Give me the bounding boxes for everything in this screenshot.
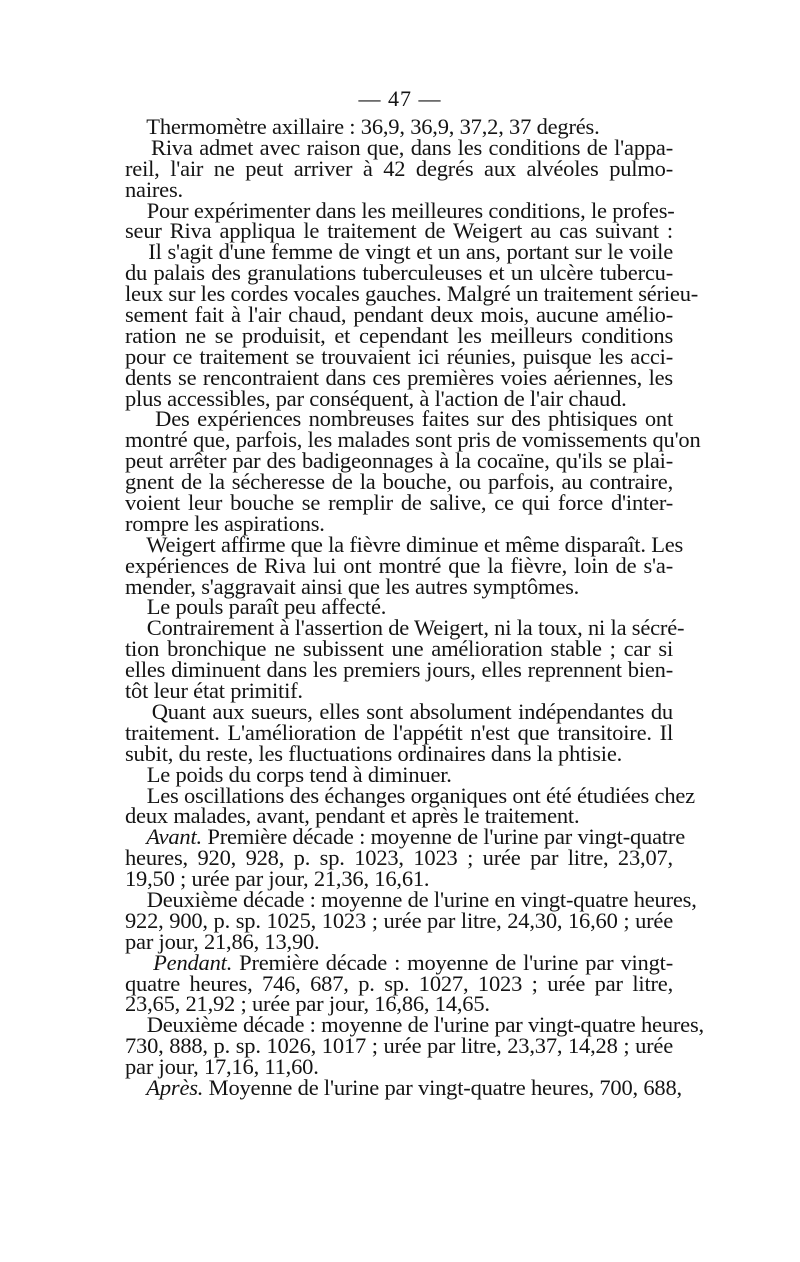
line-text: tion bronchique ne subissent une amélioration stable ; car si bbox=[125, 636, 673, 662]
line-text: quatre heures, 746, 687, p. sp. 1027, 1023 ; urée par litre, bbox=[125, 970, 673, 996]
line-text: traitement. L'amélioration de l'appétit n'est que transitoire. Il bbox=[125, 719, 673, 745]
line-text: rompre les aspirations. bbox=[125, 510, 325, 536]
line-text: dents se rencontraient dans ces premières voies aériennes, les bbox=[125, 364, 673, 390]
section-lead: Après. bbox=[125, 1074, 204, 1100]
line-text: du palais des granulations tuberculeuses et un ulcère tubercu- bbox=[125, 260, 673, 286]
page-number: — 47 — bbox=[358, 86, 442, 111]
line-text: expériences de Riva lui ont montré que la fièvre, loin de s'a- bbox=[125, 552, 673, 578]
line-text: Deuxième décade : moyenne de l'urine par vingt-quatre heures, bbox=[125, 1012, 704, 1038]
line-text: Quant aux sueurs, elles sont absolument indépendantes du bbox=[125, 698, 673, 724]
text-line bbox=[125, 155, 673, 181]
line-text: heures, 920, 928, p. sp. 1023, 1023 ; urée par litre, 23,07, bbox=[125, 845, 673, 871]
line-text: tôt leur état primitif. bbox=[125, 678, 303, 704]
line-text: 730, 888, p. sp. 1026, 1017 ; urée par litre, 23,37, 14,28 ; urée bbox=[125, 1033, 673, 1059]
line-text: par jour, 21,86, 13,90. bbox=[125, 928, 320, 954]
section-lead: Avant. bbox=[125, 824, 202, 850]
line-text: deux malades, avant, pendant et après le traitement. bbox=[125, 803, 580, 829]
line-text: pour ce traitement se trouvaient ici réunies, puisque les acci- bbox=[125, 343, 673, 369]
line-text: Le poids du corps tend à diminuer. bbox=[125, 761, 452, 787]
section-lead: Pendant. bbox=[125, 949, 233, 975]
line-text: reil, l'air ne peut arriver à 42 degrés aux alvéoles pulmo- bbox=[125, 155, 673, 181]
line-text: seur Riva appliqua le traitement de Weigert au cas suivant : bbox=[125, 218, 673, 244]
line-text: montré que, parfois, les malades sont pris de vomissements qu'on bbox=[125, 427, 701, 453]
line-text: Première décade : moyenne de l'urine par vingt-quatre bbox=[201, 824, 686, 850]
text-line bbox=[125, 1074, 682, 1100]
line-text: Des expériences nombreuses faites sur des phtisiques ont bbox=[125, 406, 673, 432]
line-text: leux sur les cordes vocales gauches. Malgré un traitement sérieu- bbox=[125, 281, 699, 307]
line-text: ration ne se produisit, et cependant les meilleurs conditions bbox=[125, 322, 673, 348]
line-text: peut arrêter par des badigeonnages à la cocaïne, qu'ils se plai- bbox=[125, 448, 673, 474]
line-text: voient leur bouche se remplir de salive, ce qui force d'inter- bbox=[125, 490, 673, 516]
line-text: naires. bbox=[125, 176, 183, 202]
line-text: Les oscillations des échanges organiques ont été étudiées chez bbox=[125, 782, 695, 808]
line-text: Première décade : moyenne de l'urine par vingt- bbox=[232, 949, 673, 975]
line-text: 922, 900, p. sp. 1025, 1023 ; urée par litre, 24,30, 16,60 ; urée bbox=[125, 907, 673, 933]
line-text: plus accessibles, par conséquent, à l'action de l'air chaud. bbox=[125, 385, 627, 411]
line-text: 19,50 ; urée par jour, 21,36, 16,61. bbox=[125, 866, 430, 892]
line-text: par jour, 17,16, 11,60. bbox=[125, 1054, 319, 1080]
line-text: gnent de la sécheresse de la bouche, ou parfois, au contraire, bbox=[125, 469, 673, 495]
line-text: Contrairement à l'assertion de Weigert, ni la toux, ni la sécré- bbox=[125, 615, 685, 641]
line-text: sement fait à l'air chaud, pendant deux mois, aucune amélio- bbox=[125, 302, 673, 328]
line-text: Le pouls paraît peu affecté. bbox=[125, 594, 387, 620]
line-text: Deuxième décade : moyenne de l'urine en vingt-quatre heures, bbox=[125, 886, 697, 912]
line-text: Weigert affirme que la fièvre diminue et même disparaît. Les bbox=[125, 531, 684, 557]
line-text: Thermomètre axillaire : 36,9, 36,9, 37,2, 37 degrés. bbox=[125, 114, 600, 139]
line-text: Pour expérimenter dans les meilleures conditions, le profes- bbox=[125, 197, 675, 223]
line-text: Moyenne de l'urine par vingt-quatre heures, 700, 688, bbox=[203, 1074, 682, 1100]
line-text: subit, du reste, les fluctuations ordinaires dans la phtisie. bbox=[125, 740, 623, 766]
line-text: 23,65, 21,92 ; urée par jour, 16,86, 14,65. bbox=[125, 991, 490, 1017]
line-text: Il s'agit d'une femme de vingt et un ans, portant sur le voile bbox=[125, 239, 673, 265]
line-text: elles diminuent dans les premiers jours, elles reprennent bien- bbox=[125, 657, 673, 683]
body-text bbox=[125, 114, 704, 1100]
line-text: mender, s'aggravait ainsi que les autres symptômes. bbox=[125, 573, 580, 599]
line-text: Riva admet avec raison que, dans les conditions de l'appa- bbox=[125, 134, 673, 160]
